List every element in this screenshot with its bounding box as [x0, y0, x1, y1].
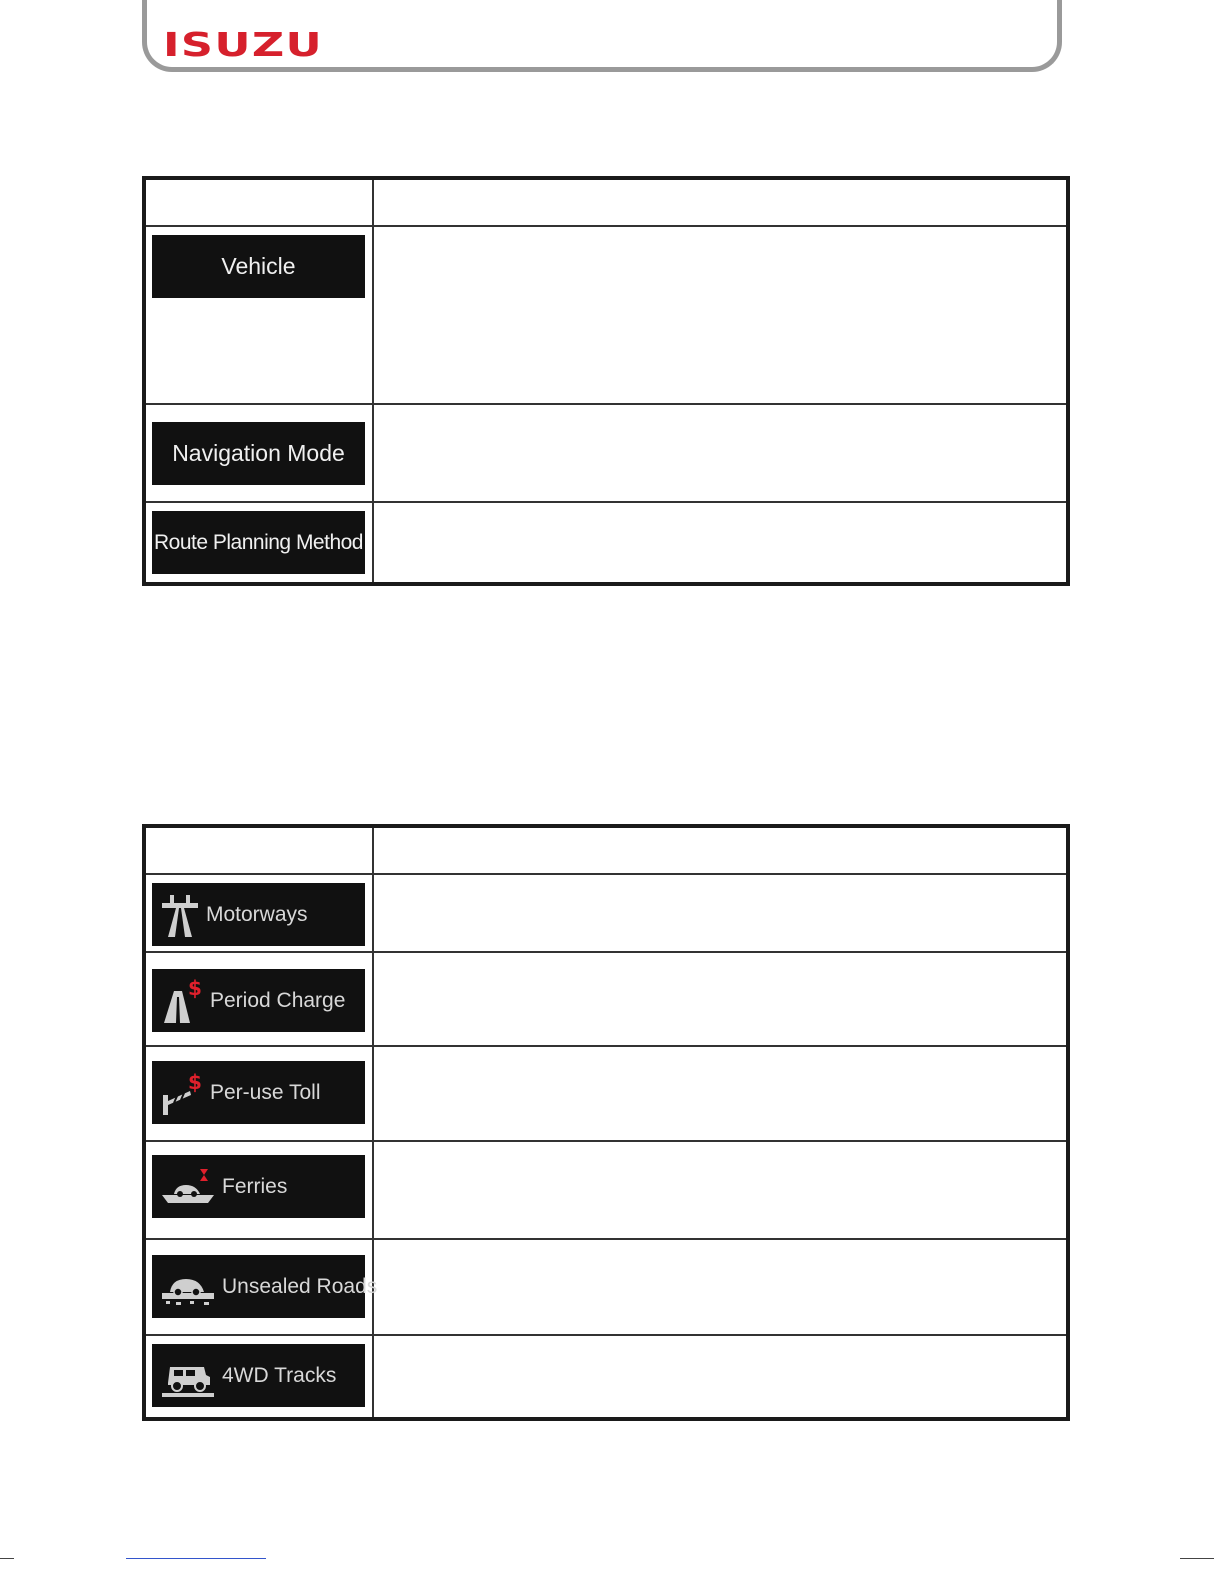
4wd-icon	[160, 1353, 216, 1399]
unsealed-roads-button[interactable]	[152, 1255, 378, 1318]
footer-rule	[0, 1558, 14, 1559]
header-cell	[373, 178, 1068, 226]
description-cell	[373, 952, 1068, 1046]
table-row	[144, 952, 1068, 1046]
4wd-tracks-button[interactable]	[152, 1344, 365, 1407]
description-cell	[373, 404, 1068, 502]
description-cell	[373, 226, 1068, 404]
svg-text:$: $	[188, 1069, 202, 1094]
description-cell	[373, 1335, 1068, 1419]
period-charge-button[interactable]	[152, 969, 365, 1032]
description-cell	[373, 502, 1068, 584]
footer-rule	[1180, 1558, 1214, 1559]
table-header-row	[144, 178, 1068, 226]
description-cell	[373, 1141, 1068, 1239]
motorway-icon	[160, 893, 200, 937]
table-row	[144, 874, 1068, 952]
button-label: 4WD Tracks	[222, 1363, 337, 1387]
table-row	[144, 1046, 1068, 1141]
road-types-table	[142, 824, 1070, 1421]
vehicle-settings-table	[142, 176, 1070, 586]
button-label: Period Charge	[210, 988, 346, 1012]
table-row	[144, 1239, 1068, 1335]
table-row	[144, 1335, 1068, 1419]
description-cell	[373, 1046, 1068, 1141]
unsealed-road-icon	[160, 1265, 216, 1309]
period-charge-icon	[160, 977, 204, 1025]
per-use-toll-button[interactable]	[152, 1061, 365, 1124]
route-planning-method-button[interactable]: Route Planning Method	[152, 511, 365, 574]
navigation-mode-button[interactable]: Navigation Mode	[152, 422, 365, 485]
motorways-button[interactable]	[152, 883, 365, 946]
footer-link-underline	[126, 1558, 266, 1559]
button-label: Per-use Toll	[210, 1080, 321, 1104]
header-cell	[144, 178, 373, 226]
description-cell	[373, 1239, 1068, 1335]
table-row	[144, 502, 1068, 584]
table-header-row	[144, 826, 1068, 874]
button-label: Motorways	[206, 902, 308, 926]
table-row	[144, 1141, 1068, 1239]
button-label: Unsealed Roads	[222, 1274, 378, 1298]
header-cell	[373, 826, 1068, 874]
toll-icon	[160, 1069, 204, 1117]
vehicle-button[interactable]: Vehicle	[152, 235, 365, 298]
table-row	[144, 226, 1068, 404]
header-cell	[144, 826, 373, 874]
button-label: Ferries	[222, 1174, 288, 1198]
isuzu-logo: ISUZU	[163, 25, 324, 64]
svg-text:$: $	[188, 976, 202, 1000]
ferries-button[interactable]	[152, 1155, 365, 1218]
description-cell	[373, 874, 1068, 952]
table-row	[144, 404, 1068, 502]
ferry-icon	[160, 1165, 216, 1209]
